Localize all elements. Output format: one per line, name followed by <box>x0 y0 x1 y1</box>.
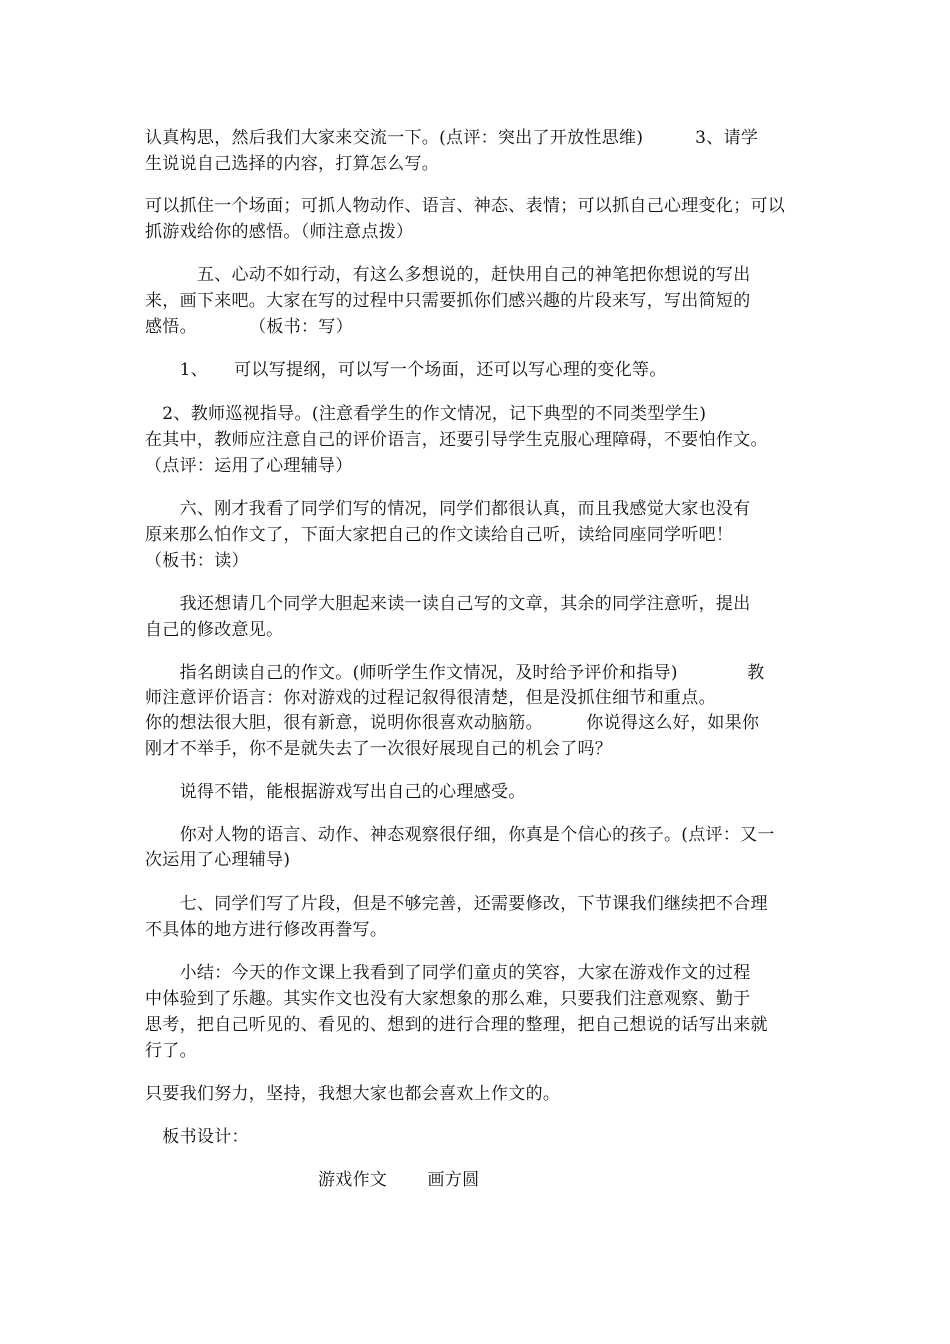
text-line: 七、同学们写了片段，但是不够完善，还需要修改，下节课我们继续把不合理 <box>145 894 768 914</box>
text-line: 次运用了心理辅导) <box>145 850 291 870</box>
text-line: 小结：今天的作文课上我看到了同学们童贞的笑容，大家在游戏作文的过程 <box>145 963 751 983</box>
text-line: 行了。 <box>145 1041 197 1061</box>
text-line: 自己的修改意见。 <box>145 620 284 640</box>
text-line: （点评：运用了心理辅导） <box>145 456 353 476</box>
text-line: 你的想法很大胆，很有新意，说明你很喜欢动脑筋。 你说得这么好，如果你 <box>145 713 760 733</box>
text-line: 可以抓住一个场面；可抓人物动作、语言、神态、表情；可以抓自己心理变化；可以 <box>145 196 786 216</box>
text-line: 只要我们努力，坚持，我想大家也都会喜欢上作文的。 <box>145 1084 561 1104</box>
text-line: 你对人物的语言、动作、神态观察很仔细，你真是个信心的孩子。(点评：又一 <box>145 825 775 845</box>
text-line: 刚才不举手，你不是就失去了一次很好展现自己的机会了吗？ <box>145 739 613 759</box>
text-line: 原来那么怕作文了，下面大家把自己的作文读给自己听，读给同座同学听吧！ <box>145 525 734 545</box>
text-line: 五、心动不如行动，有这么多想说的，赶快用自己的神笔把你想说的写出 <box>145 265 751 285</box>
text-line: 我还想请几个同学大胆起来读一读自己写的文章，其余的同学注意听，提出 <box>145 594 751 614</box>
text-line: 来，画下来吧。大家在写的过程中只需要抓你们感兴趣的片段来写，写出简短的 <box>145 291 751 311</box>
text-line: 认真构思，然后我们大家来交流一下。(点评：突出了开放性思维) 3、请学 <box>145 128 759 148</box>
text-line: 2、教师巡视指导。(注意看学生的作文情况，记下典型的不同类型学生) <box>145 404 707 424</box>
text-line: 在其中，教师应注意自己的评价语言，还要引导学生克服心理障碍，不要怕作文。 <box>145 430 768 450</box>
text-line: 生说说自己选择的内容，打算怎么写。 <box>145 154 440 174</box>
text-line: （板书：读） <box>145 551 249 571</box>
text-line: 感悟。 （板书：写） <box>145 317 353 337</box>
text-line: 游戏作文 画方圆 <box>145 1170 480 1190</box>
text-line: 抓游戏给你的感悟。（师注意点拨） <box>145 222 414 242</box>
text-line: 师注意评价语言：你对游戏的过程记叙得很清楚，但是没抓住细节和重点。 <box>145 688 716 708</box>
text-line: 指名朗读自己的作文。(师听学生作文情况，及时给予评价和指导) 教 <box>145 663 765 683</box>
text-line: 中体验到了乐趣。其实作文也没有大家想象的那么难，只要我们注意观察、勤于 <box>145 989 751 1009</box>
text-line: 说得不错，能根据游戏写出自己的心理感受。 <box>145 782 526 802</box>
text-line: 不具体的地方进行修改再誊写。 <box>145 920 388 940</box>
text-line: 六、刚才我看了同学们写的情况，同学们都很认真，而且我感觉大家也没有 <box>145 499 751 519</box>
text-line: 思考，把自己听见的、看见的、想到的进行合理的整理，把自己想说的话写出来就 <box>145 1015 768 1035</box>
text-line: 板书设计： <box>145 1127 249 1147</box>
text-line: 1、 可以写提纲，可以写一个场面，还可以写心理的变化等。 <box>145 360 667 380</box>
